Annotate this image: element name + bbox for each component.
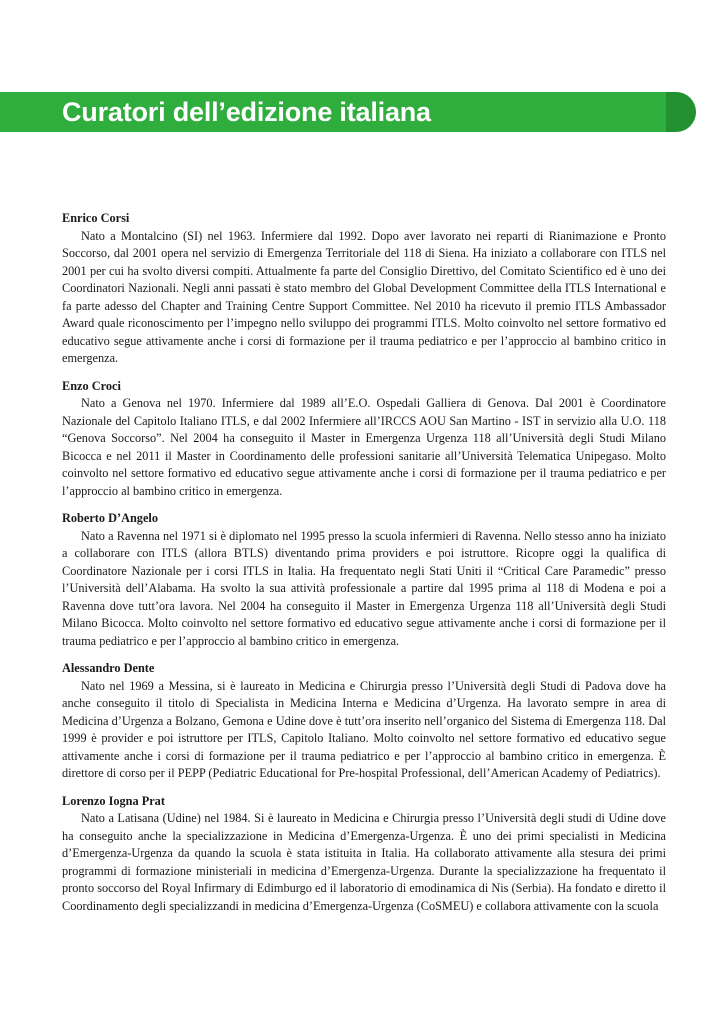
curator-bio: Nato a Latisana (Udine) nel 1984. Si è laureato in Medicina e Chirurgia presso l’Università degli studi di Udine dove ha conseguito anche la specializzazione in Medicina d’Emergenza-Urgenza. È uno dei primi specialisti in Medicina d’Emergenza-Urgenza da quando la scuola è stata istituita in Italia. Ha collaborato attivamente alla stesura dei primi programmi di formazione ministeriali in medicina d’Emergenza-Urgenza. Durante la specializzazione ha frequentato il pronto soccorso del Royal Infirmary di Edimburgo ed il laboratorio di emodinamica di Nis (Serbia). Ha fondato e diretto il Coordinamento degli specializzandi in medicina d’Emergenza-Urgenza (CoSMEU) e collabora attivamente con la scuola bbox=[62, 811, 666, 913]
curator-bio: Nato nel 1969 a Messina, si è laureato in Medicina e Chirurgia presso l’Università degli Studi di Padova dove ha anche conseguito il titolo di Specialista in Medicina Interna e Medicina d’Urgenza. Ha lavorato sempre in area di Medicina d’Urgenza a Bolzano, Gemona e Udine dove è tutt’ora inserito nell’organico del Sistema di Emergenza 118. Dal 1999 è provider e poi istruttore per ITLS, Capitolo Italiano. Molto coinvolto nel settore formativo ed educativo segue attivamente anche i corsi di formazione per il trauma pediatrico e per l’approccio al bambino critico in emergenza. È direttore di corso per il PEPP (Pediatric Educational for Pre-hospital Professional, dell’American Academy of Pediatrics). bbox=[62, 678, 666, 780]
curator-name: Roberto D’Angelo bbox=[62, 511, 158, 525]
curators-list bbox=[62, 210, 666, 925]
header-banner bbox=[0, 92, 696, 132]
curator-entry bbox=[62, 660, 666, 783]
curator-bio: Nato a Genova nel 1970. Infermiere dal 1989 all’E.O. Ospedali Galliera di Genova. Dal 2001 è Coordinatore Nazionale del Capitolo Italiano ITLS, e dal 2002 Infermiere all’IRCCS AOU San Martino - IST in servizio alla U.O. 118 “Genova Soccorso”. Nel 2004 ha conseguito il Master in Emergenza Urgenza 118 all’Università degli Studi Milano Bicocca e nel 2011 il Master in Coordinamento delle professioni sanitarie all’Università Telematica Unipegaso. Molto coinvolto nel settore formativo ed educativo segue attivamente anche i corsi di formazione per il trauma pediatrico e per l’approccio al bambino critico in emergenza. bbox=[62, 396, 666, 498]
curator-entry bbox=[62, 210, 666, 368]
curator-name: Enrico Corsi bbox=[62, 211, 130, 225]
curator-name: Enzo Croci bbox=[62, 378, 121, 393]
page-title: Curatori dell’edizione italiana bbox=[62, 97, 431, 127]
curator-entry bbox=[62, 378, 666, 501]
curator-entry bbox=[62, 793, 666, 916]
curator-name: Alessandro Dente bbox=[62, 661, 155, 675]
curator-name: Lorenzo Iogna Prat bbox=[62, 793, 165, 808]
curator-entry bbox=[62, 510, 666, 650]
curator-bio: Nato a Ravenna nel 1971 si è diplomato nel 1995 presso la scuola infermieri di Ravenna. Nello stesso anno ha iniziato a collaborare con ITLS (allora BTLS) diventando prima providers e poi istruttore. Ricopre oggi la qualifica di Coordinatore Nazionale per i corsi ITLS in Italia. Ha frequentato negli Stati Uniti il “Critical Care Paramedic” presso l’Università dell’Alabama. Ha svolto la sua attività professionale a partire dal 1995 prima al 118 di Modena e poi a Ravenna dove tutt’ora lavora. Nel 2004 ha conseguito il Master in Emergenza Urgenza 118 all’Università degli Studi Milano Bicocca. Molto coinvolto nel settore formativo ed educativo segue attivamente anche i corsi di formazione per il trauma pediatrico e per l’approccio al bambino critico in emergenza. bbox=[62, 528, 666, 648]
curator-bio: Nato a Montalcino (SI) nel 1963. Infermiere dal 1992. Dopo aver lavorato nei reparti di Rianimazione e Pronto Soccorso, dal 2001 opera nel servizio di Emergenza Territoriale del 118 di Siena. Ha iniziato a collaborare con ITLS nel 2001 per cui ha svolto diversi compiti. Attualmente fa parte del Consiglio Direttivo, del Comitato Scientifico ed è uno dei Coordinatori Nazionali. Negli anni passati è stato membro del Global Development Committee della ITLS International e fa parte adesso del Chapter and Training Centre Support Committee. Nel 2010 ha ricevuto il premio ITLS Ambassador Award quale riconoscimento per l’impegno nello sviluppo dei programmi ITLS. Molto coinvolto nel settore formativo ed educativo segue attivamente anche i corsi di formazione per il trauma pediatrico e per l’approccio al bambino critico in emergenza. bbox=[62, 228, 666, 365]
